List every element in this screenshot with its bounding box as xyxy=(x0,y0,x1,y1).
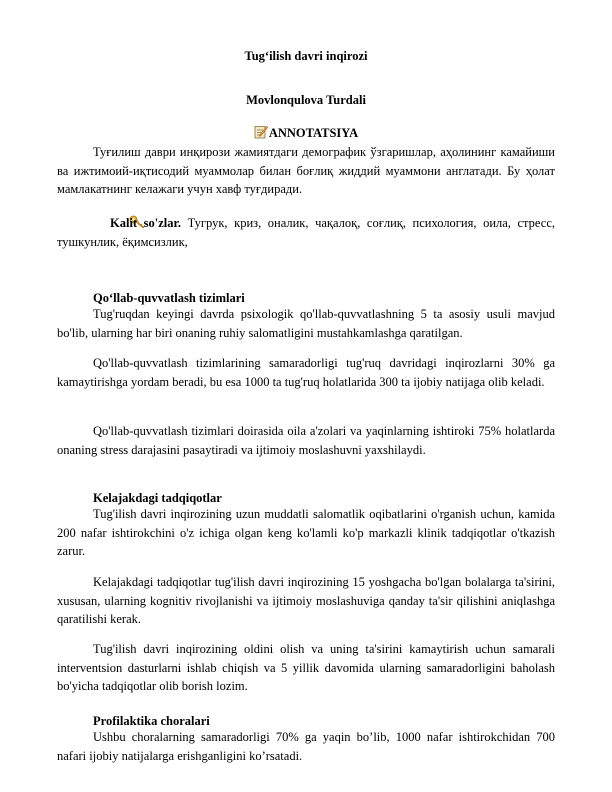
section-heading: Kelajakdagi tadqiqotlar xyxy=(93,491,222,505)
section-heading: Qo‘llab-quvvatlash tizimlari xyxy=(93,291,245,305)
section-paragraph: Ushbu choralarning samaradorligi 70% ga yaqin bo’lib, 1000 nafar ishtirokchidan 700 nafari ijobiy natijalarga erishganligini ko’rsatadi. xyxy=(57,730,555,763)
memo-icon xyxy=(254,125,268,139)
section-paragraph: Qo'llab-quvvatlash tizimlari doirasida oila a'zolari va yaqinlarning ishtiroki 75% holatlarda onaning stress darajasini pasaytiradi va ijtimoiy moslashuvni yaxshilaydi. xyxy=(57,424,555,457)
keywords-label: Kalit so'zlar. xyxy=(110,216,182,230)
keywords-text: Тугрук, криз, оналик, чақалоқ, соғлиқ, психология, оила, стресс, тушкунлик, ёқимсизлик, xyxy=(57,216,555,249)
section-paragraph: Tug'ruqdan keyingi davrda psixologik qo'llab-quvvatlashning 5 ta asosiy usuli mavjud bo'lib, ularning har biri onaning ruhiy salomatligini mustahkamlashga qaratilgan. xyxy=(57,307,555,340)
section-paragraph: Kelajakdagi tadqiqotlar tug'ilish davri inqirozining 15 yoshgacha bo'lgan bolalarga ta'sirini, xususan, ularning kognitiv rivojlanishi va ijtimoiy moslashuviga qanday ta'sir qilishini aniqlashga qaratilishi kerak. xyxy=(57,575,555,626)
section-paragraph: Tug'ilish davri inqirozining oldini olish va uning ta'sirini kamaytirish uchun samarali interventsion dasturlarni ishlab chiqish va 5 yillik davomida ularning samaradorligini baholash bo'yicha tadqiqotlar olib borish lozim. xyxy=(57,642,555,693)
annotation-heading-text: ANNOTATSIYA xyxy=(268,126,359,140)
annotation-heading xyxy=(0,125,612,141)
section-paragraph: Tug'ilish davri inqirozining uzun muddatli salomatlik oqibatlarini o'rganish uchun, kamida 200 nafar ishtirokchini o'z ichiga olgan keng ko'lamli ko'p markazli klinik tadqiqotlar o'tkazish zarur. xyxy=(57,507,555,558)
key-icon xyxy=(93,215,109,229)
paper-title: Tug‘ilish davri inqirozi xyxy=(244,49,368,63)
section-heading: Profilaktika choralari xyxy=(93,714,210,728)
keywords-paragraph xyxy=(57,214,555,251)
section-paragraph: Qo'llab-quvvatlash tizimlarining samaradorligi tug'ruq davridagi inqirozlarni 30% ga kamaytirishga yordam beradi, bu esa 1000 ta tug'ruq holatlarida 300 ta ijobiy natijaga olib keladi. xyxy=(57,356,555,389)
author-name: Movlonqulova Turdali xyxy=(246,93,366,107)
annotation-text: Туғилиш даври инқирози жамиятдаги демографик ўзгаришлар, аҳолининг камайиши ва ижтимоий-иқтисодий муаммолар билан боғлиқ жиддий муаммони англатади. Бу ҳолат мамлакатнинг келажаги учун хавф туғдиради. xyxy=(57,145,555,196)
